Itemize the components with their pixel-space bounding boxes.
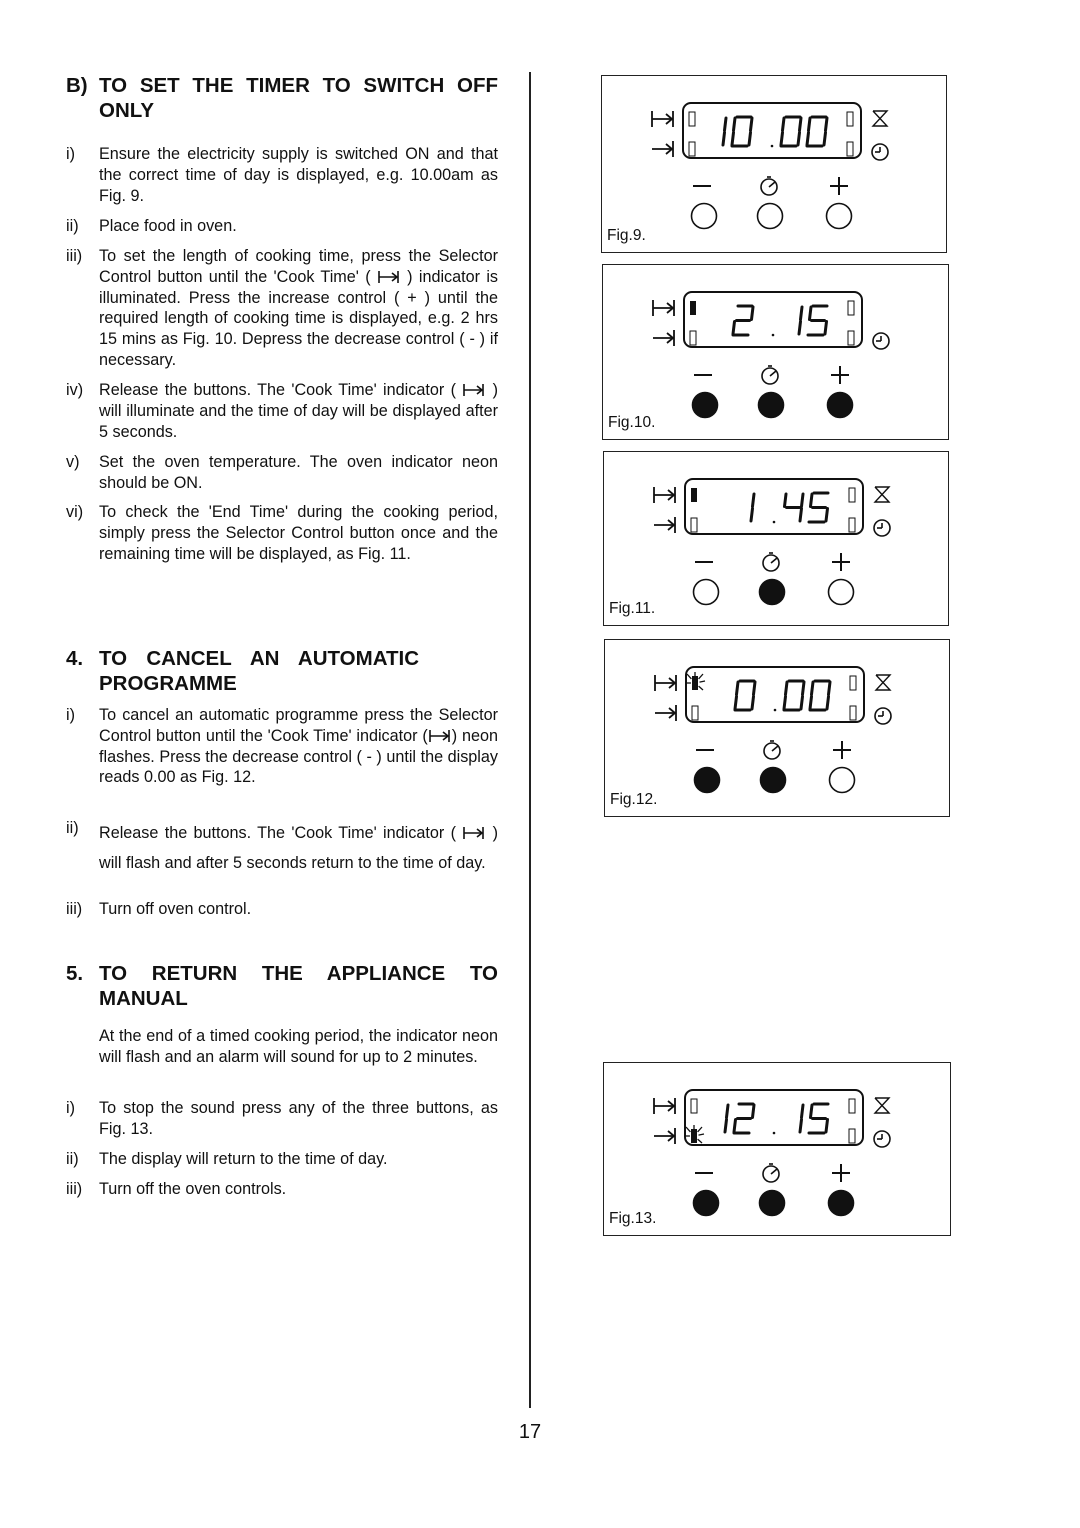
segment-f (734, 118, 736, 131)
segment-b (802, 494, 804, 507)
timer-icon (764, 741, 780, 759)
segment-c (826, 1120, 828, 1133)
hourglass-icon (873, 111, 887, 126)
section-5-step-2: ii) The display will return to the time of day. (66, 1150, 388, 1168)
section-4-step-1: i) To cancel an automatic programme press the Selector Control button until the 'Cook Time' indicator ( ) neon flashes. Press the decrease control ( - ) until the display reads 0.00 as Fig. 12. (66, 706, 498, 787)
display-window (684, 292, 862, 347)
segment-c (825, 322, 827, 335)
segment-e (734, 1120, 736, 1133)
figure-13 (603, 1062, 951, 1236)
segment-b (753, 494, 755, 507)
increase-button (827, 204, 852, 229)
cook-time-icon (652, 111, 673, 127)
segment-b (725, 118, 727, 131)
segment-f (783, 118, 785, 131)
decrease-button (694, 1191, 719, 1216)
segment-e (733, 322, 735, 335)
clock-icon (874, 520, 890, 536)
panel (653, 292, 889, 418)
control-panel-diagram (604, 452, 948, 625)
section-b-step-3: iii) To set the length of cooking time, press the Selector Control button until the 'Cook Time' ( ) indicator is illuminated. Press the increase control ( + ) until the required length of cooking time is displayed, e.g. 2 hrs 15 mins as Fig. 10. Depress the decrease control ( - ) if necessary. (66, 247, 499, 369)
column-divider (529, 72, 531, 1408)
section-b-title-line2: ONLY (99, 99, 155, 122)
segment-c (723, 133, 725, 146)
segment-c (826, 509, 828, 522)
section-b-number: B) (66, 74, 88, 97)
segment-e (735, 697, 737, 710)
figure-label: Fig.13. (609, 1210, 657, 1227)
segment-c (749, 133, 751, 146)
hourglass-icon (875, 487, 889, 502)
cook-time-icon (654, 1098, 675, 1114)
increase-button (829, 1191, 854, 1216)
end-time-icon (652, 141, 673, 157)
figure-11 (603, 451, 949, 626)
increase-button (828, 393, 853, 418)
segment-e (810, 697, 812, 710)
timer-icon (762, 366, 778, 384)
segment-e (807, 133, 809, 146)
section-5-step-3: iii) Turn off the oven controls. (66, 1180, 287, 1198)
section-5-heading: 5. TO RETURN THE APPLIANCE TO MANUAL (66, 962, 498, 1010)
section-4-step-3: iii) Turn off oven control. (66, 900, 252, 918)
timer-icon (761, 177, 777, 195)
segment-f (812, 682, 814, 695)
cook-time-indicator (690, 301, 696, 315)
figure-label: Fig.9. (607, 227, 646, 244)
segment-c (824, 133, 826, 146)
segment-b (800, 118, 802, 131)
segment-c (751, 509, 753, 522)
section-b-step-6: vi) To check the 'End Time' during the cooking period, simply press the Selector Control button once and the remaining time will be displayed, as Fig. 11. (66, 503, 498, 563)
panel (654, 479, 890, 605)
segment-b (829, 682, 831, 695)
cook-time-icon (377, 270, 401, 284)
segment-c (799, 322, 801, 335)
segment-f (786, 682, 788, 695)
selector-button (760, 580, 785, 605)
display-window (685, 1090, 863, 1145)
end-time-icon (654, 1128, 675, 1144)
segment-f (809, 118, 811, 131)
segment-b (727, 1105, 729, 1118)
segment-f (737, 682, 739, 695)
cook-time-icon (428, 729, 452, 743)
display-window (685, 479, 863, 534)
figure-9 (601, 75, 947, 253)
selector-button (760, 1191, 785, 1216)
timer-icon (763, 1164, 779, 1182)
segment-f (811, 1105, 813, 1118)
panel (655, 667, 891, 793)
segment-c (725, 1120, 727, 1133)
end-time-icon (654, 517, 675, 533)
segment-b (753, 1105, 755, 1118)
segment-f (810, 307, 812, 320)
segment-b (826, 118, 828, 131)
clock-icon (873, 333, 889, 349)
clock-icon (874, 1131, 890, 1147)
segment-e (732, 133, 734, 146)
display-window (686, 667, 864, 722)
end-time-icon (655, 705, 676, 721)
cook-time-icon (655, 675, 676, 691)
control-panel-diagram (603, 265, 948, 439)
end-time-icon (653, 330, 674, 346)
cook-time-icon (462, 826, 486, 840)
section-4-step-2: ii) Release the buttons. The 'Cook Time' indicator ( ) will flash and after 5 seconds return to the time of day. (66, 819, 499, 872)
segment-c (800, 509, 802, 522)
segment-e (784, 697, 786, 710)
figure-10 (602, 264, 949, 440)
selector-button (758, 204, 783, 229)
display-decimal-point (772, 334, 775, 337)
panel (654, 1090, 890, 1216)
hourglass-icon (876, 675, 890, 690)
control-panel-diagram (602, 76, 946, 252)
segment-b (751, 118, 753, 131)
cook-time-icon (653, 300, 674, 316)
section-5-intro: At the end of a timed cooking period, the indicator neon will flash and an alarm will sound for up to 2 minutes. (99, 1027, 498, 1066)
segment-f (811, 494, 813, 507)
section-b-step-2: ii) Place food in oven. (66, 217, 237, 235)
section-b-step-4: iv) Release the buttons. The 'Cook Time' indicator ( ) will illuminate and the time of day will be displayed after 5 seconds. (66, 381, 499, 441)
decrease-button (692, 204, 717, 229)
segment-b (754, 682, 756, 695)
decrease-button (695, 768, 720, 793)
segment-c (801, 697, 803, 710)
increase-button (829, 580, 854, 605)
segment-b (803, 682, 805, 695)
decrease-button (694, 580, 719, 605)
increase-button (830, 768, 855, 793)
section-b-title-line1: TO SET THE TIMER TO SWITCH OFF (99, 74, 498, 97)
segment-c (827, 697, 829, 710)
cook-time-icon (654, 487, 675, 503)
segment-c (752, 697, 754, 710)
page-number: 17 (518, 1421, 542, 1443)
display-decimal-point (773, 521, 776, 524)
section-b-step-5: v) Set the oven temperature. The oven indicator neon should be ON. (66, 453, 498, 492)
figure-label: Fig.11. (609, 600, 656, 617)
figure-label: Fig.12. (610, 791, 658, 808)
cook-time-indicator (691, 488, 697, 502)
cook-time-icon (462, 383, 486, 397)
section-b-step-1: i) Ensure the electricity supply is switched ON and that the correct time of day is displayed, e.g. 10.00am as Fig. 9. (66, 145, 498, 205)
segment-c (800, 1120, 802, 1133)
panel (652, 103, 888, 229)
display-decimal-point (773, 1132, 776, 1135)
control-panel-diagram (605, 640, 949, 816)
timer-icon (763, 553, 779, 571)
section-4-heading: 4. TO CANCEL AN AUTOMATIC PROGRAMME (66, 647, 419, 695)
decrease-button (693, 393, 718, 418)
hourglass-icon (875, 1098, 889, 1113)
selector-button (759, 393, 784, 418)
section-5-step-1: i) To stop the sound press any of the three buttons, as Fig. 13. (66, 1099, 498, 1138)
display-decimal-point (774, 709, 777, 712)
display-window (683, 103, 861, 158)
segment-b (802, 1105, 804, 1118)
figure-12 (604, 639, 950, 817)
segment-b (752, 307, 754, 320)
segment-f (785, 494, 787, 507)
segment-b (801, 307, 803, 320)
segment-e (781, 133, 783, 146)
clock-icon (875, 708, 891, 724)
selector-button (761, 768, 786, 793)
figure-label: Fig.10. (608, 414, 656, 431)
section-b-heading (66, 73, 498, 123)
segment-c (798, 133, 800, 146)
display-decimal-point (771, 145, 774, 148)
clock-icon (872, 144, 888, 160)
